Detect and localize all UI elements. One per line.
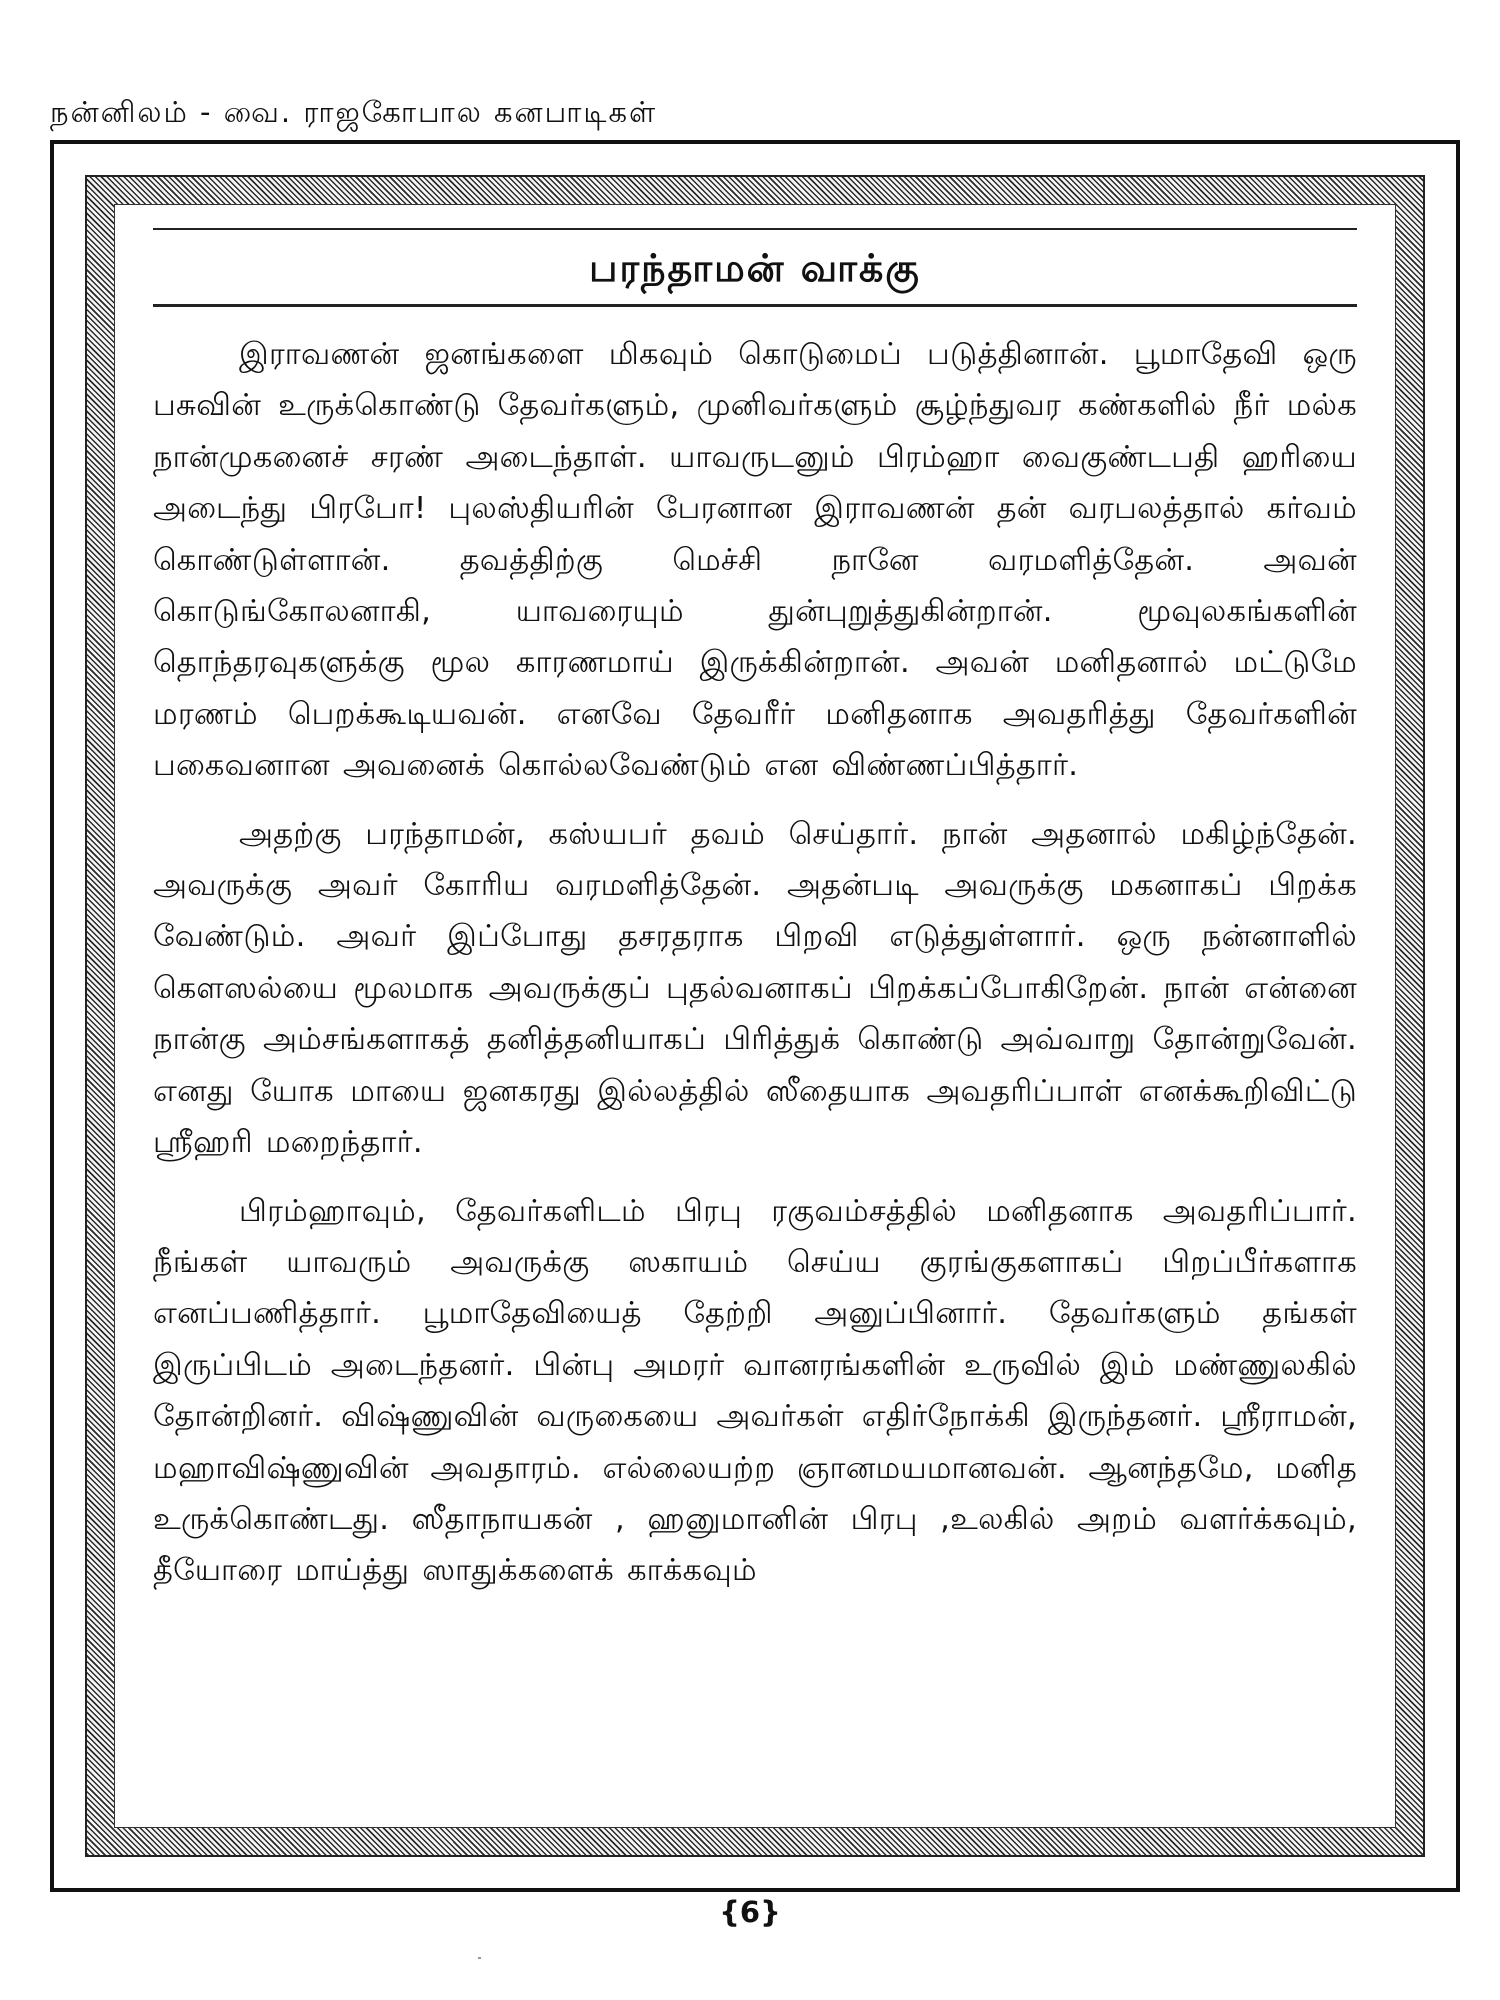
paragraph-1: இராவணன் ஜனங்களை மிகவும் கொடுமைப் படுத்தினான். பூமாதேவி ஒரு பசுவின் உருக்கொண்டு தேவர்களும், முனிவர்களும் சூழ்ந்துவர கண்களில் நீர் மல்க நான்முகனைச் சரண் அடைந்தாள். யாவருடனும் பிரம்ஹா வைகுண்டபதி ஹரியை அடைந்து பிரபோ! புலஸ்தியரின் பேரனான இராவணன் தன் வரபலத்தால் கர்வம் கொண்டுள்ளான். தவத்திற்கு மெச்சி நானே வரமளித்தேன். அவன் கொடுங்கோலனாகி, யாவரையும் துன்புறுத்துகின்றான். மூவுலகங்களின் தொந்தரவுகளுக்கு மூல காரணமாய் இருக்கின்றான். அவன் மனிதனால் மட்டுமே மரணம் பெறக்கூடியவன். எனவே தேவரீர் மனிதனாக அவதரித்து தேவர்களின் பகைவனான அவனைக் கொல்லவேண்டும் என விண்ணப்பித்தார்.	[153, 337, 1357, 784]
page-number: {6}	[719, 1895, 781, 1929]
paragraph-3: பிரம்ஹாவும், தேவர்களிடம் பிரபு ரகுவம்சத்தில் மனிதனாக அவதரிப்பார். நீங்கள் யாவரும் அவருக்கு ஸகாயம் செய்ய குரங்குகளாகப் பிறப்பீர்களாக எனப்பணித்தார். பூமாதேவியைத் தேற்றி அனுப்பினார். தேவர்களும் தங்கள் இருப்பிடம் அடைந்தனர். பின்பு அமரர் வானரங்களின் உருவில் இம் மண்ணுலகில் தோன்றினர். விஷ்ணுவின் வருகையை அவர்கள் எதிர்நோக்கி இருந்தனர். ஸ்ரீராமன், மஹாவிஷ்ணுவின் அவதாரம். எல்லையற்ற ஞானமயமானவன். ஆனந்தமே, மனித உருக்கொண்டது. ஸீதாநாயகன் , ஹனுமானின் பிரபு ,உலகில் அறம் வளர்க்கவும், தீயோரை மாய்த்து ஸாதுக்களைக் காக்கவும்	[153, 1193, 1357, 1589]
content-panel	[114, 204, 1396, 1828]
article-body	[153, 329, 1357, 1614]
scan-speck	[478, 1957, 481, 1959]
page-frame	[50, 140, 1460, 1892]
paragraph-2: அதற்கு பரந்தாமன், கஸ்யபர் தவம் செய்தார். நான் அதனால் மகிழ்ந்தேன். அவருக்கு அவர் கோரிய வரமளித்தேன். அதன்படி அவருக்கு மகனாகப் பிறக்க வேண்டும். அவர் இப்போது தசரதராக பிறவி எடுத்துள்ளார். ஒரு நன்னாளில் கௌஸல்யை மூலமாக அவருக்குப் புதல்வனாகப் பிறக்கப்போகிறேன். நான் என்னை நான்கு அம்சங்களாகத் தனித்தனியாகப் பிரித்துக் கொண்டு அவ்வாறு தோன்றுவேன். எனது யோக மாயை ஜனகரது இல்லத்தில் ஸீதையாக அவதரிப்பாள் எனக்கூறிவிட்டு ஸ்ரீஹரி மறைந்தார்.	[153, 816, 1357, 1161]
running-header: நன்னிலம் - வை. ராஜகோபால கனபாடிகள்	[50, 95, 658, 129]
page-title: பரந்தாமன் வாக்கு	[589, 246, 921, 290]
hatched-border	[85, 175, 1425, 1857]
title-band	[153, 228, 1357, 307]
